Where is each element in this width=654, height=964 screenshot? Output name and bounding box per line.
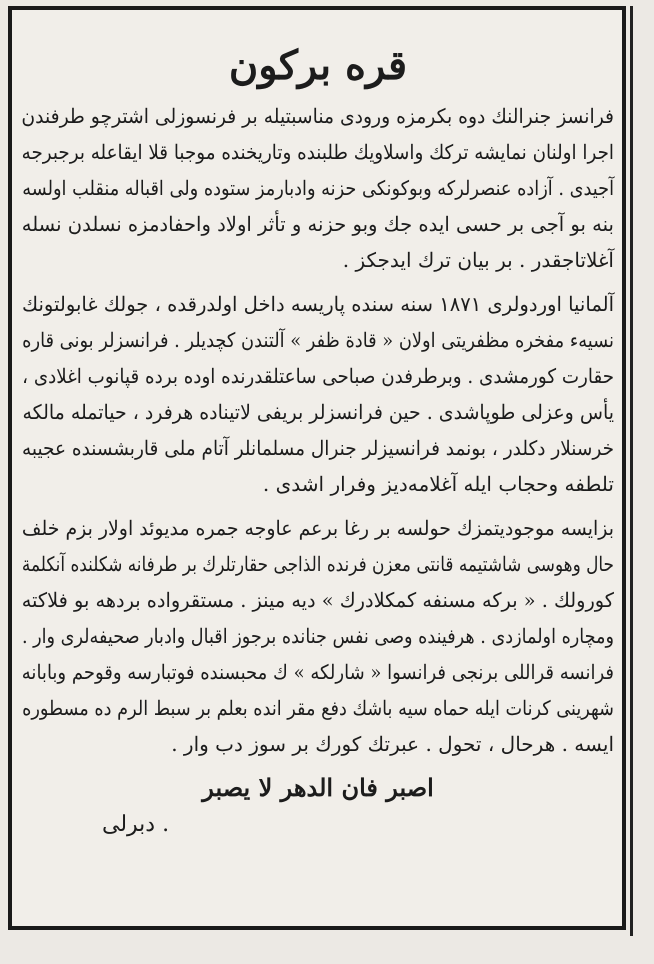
text-line: يأس وعزلى طوپاشدى . حين فرانسزلر بريفى لاتيناده هرفرد ، حياتمله مالكه [22,400,615,424]
paragraph-2 [22,286,614,502]
text-line: اجرا اولنان نمايشه تركك واسلاويك طلبنده وتاريخنده موجبا قلا ايقاعله برجبرجه [21,140,614,164]
frame-edge-rule [630,6,633,936]
paragraph-1 [22,98,614,278]
text-line: ايسه . هرحال ، تحول . عبرتك كورك بر سوز دب وار . [171,732,614,756]
signature: دبرلى . [102,812,170,837]
text-line: شهرينى كرنات ايله حماه سيه باشك دفع مقر انده بعلم بر سبط الرم ده مسطوره [22,696,614,720]
text-line: فرانسز جنرالنك دوه بكرمزه ورودى مناسبتيله بر فرنسوزلى اشترچو طرفندن [21,104,614,128]
text-line: خرسنلار دكلدر ، بونمد فرانسيزلر جنرال مسلمانلر آتام ملى قاربشسنده عجيبه [21,436,615,460]
text-line: آجيدى . آزاده عنصرلركه وبوكونكى حزنه وادبارمز ستوده ولى اقباله منقلب اولسه [22,176,615,200]
document-title: قره بركون [228,42,408,89]
paragraph-3 [22,510,614,762]
text-line: تلطفه وحجاب ايله آغلامه‌ديز وفرار اشدى . [262,472,614,496]
text-line: آغلاتاجقدر . بر بيان ترك ايدجكز . [342,248,614,272]
text-line: بنه بو آجى بر حسى ايده جك وبو حزنه و تأثر اولاد واحفادمزه نسلدن نسله [21,212,615,236]
text-line: كورولك . « بركه مسنفه كمكلادرك » ديه مينز . مستقرواده بردهه بو فلاكته [21,588,615,612]
text-line: بزايسه موجوديتمزك حولسه بر رغا برعم عاوجه جمره مديوئد اولار بزم خلف [21,516,615,540]
document-body [22,30,614,842]
text-line: آلمانيا اوردولرى ١٨٧١ سنه سنده پاريسه داخل اولدرقده ، جولك غابولتونك [22,292,614,316]
signature-block [22,808,614,842]
text-line: ومچاره اولمازدى . هرفينده وصى نفس جنانده برجوز اقبال وادبار صحيفه‌لرى وار . [21,624,615,648]
text-line: حقارت كورمشدى . وبرطرفدن صباحى ساعتلقدرنده اوده برده قپانوب اغلادى ، [22,364,614,388]
text-line: حال وهوسى شاشتيمه قانتى معزن فرنده الذاجى حقارتلرك بر طرفانه شكلنده آنكلمة [21,552,614,576]
closing-maxim: اصبر فان الدهر لا يصبر [202,773,434,802]
text-line: فرانسه قراللى برنجى فرانسوا « شارلكه » ك محبسنده فوتبارسه وقوحم وبابانه [21,660,614,684]
text-line: نسيه‌ء مفخره مظفريتى اولان « قادة ظفر » آلتندن كچديلر . فرانسزلر بونى قاره [22,328,615,352]
